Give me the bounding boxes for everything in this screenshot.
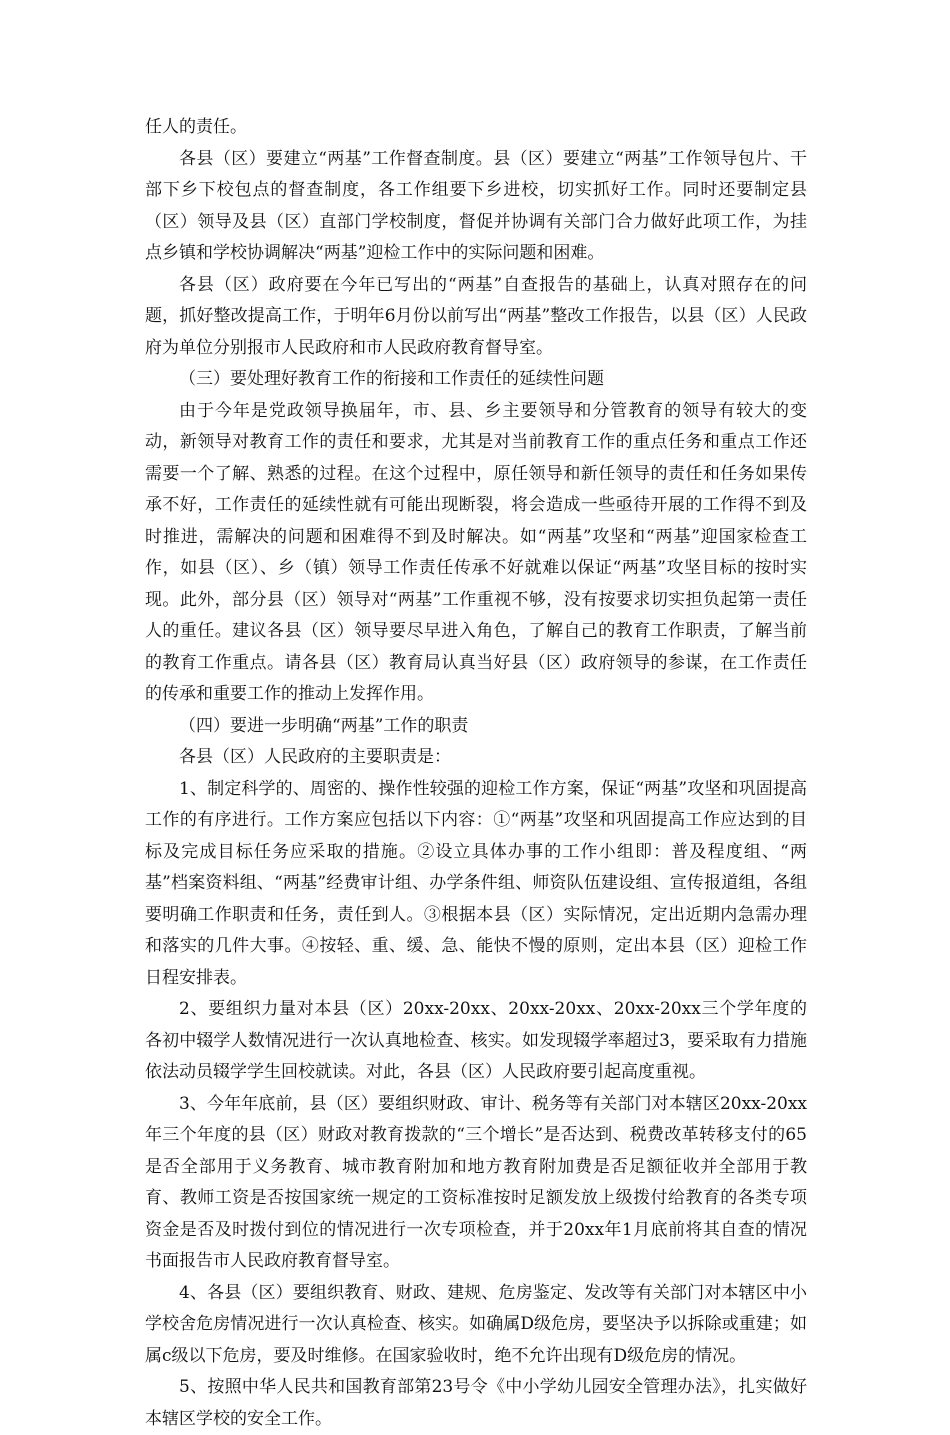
- paragraph-continuation: 任人的责任。: [145, 117, 247, 137]
- paragraph-supervision-system: 各县（区）要建立“两基”工作督查制度。县（区）要建立“两基”工作领导包片、干部下乡下校包点的督查制度，各工作组要下乡进校，切实抓好工作。同时还要制定县（区）领导及县（区）直部门学校制度，督促并协调有关部门合力做好此项工作，为挂点乡镇和学校协调解决“两基”迎检工作中的实际问题和困难。: [145, 148, 807, 263]
- list-item-duty-4: 4、各县（区）要组织教育、财政、建规、危房鉴定、发改等有关部门对本辖区中小学校舍危房情况进行一次认真检查、核实。如确属D级危房，要坚决予以拆除或重建；如属c级以下危房，要及时维修。在国家验收时，绝不允许出现有D级危房的情况。: [145, 1282, 807, 1366]
- section-heading-three: （三）要处理好教育工作的衔接和工作责任的延续性问题: [179, 369, 604, 389]
- paragraph-main-duties-intro: 各县（区）人民政府的主要职责是：: [179, 747, 451, 767]
- list-item-duty-2: 2、要组织力量对本县（区）20xx-20xx、20xx-20xx、20xx-20xx三个学年度的各初中辍学人数情况进行一次认真地检查、核实。如发现辍学率超过3，要采取有力措施依法动员辍学学生回校就读。对此，各县（区）人民政府要引起高度重视。: [145, 999, 807, 1082]
- list-item-duty-3: 3、今年年底前，县（区）要组织财政、审计、税务等有关部门对本辖区20xx-20xx年三个年度的县（区）财政对教育拨款的“三个增长”是否达到、税费改革转移支付的65是否全部用于义务教育、城市教育附加和地方教育附加费是否足额征收并全部用于教育、教师工资是否按国家统一规定的工资标准按时足额发放上级拨付给教育的各类专项资金是否及时拨付到位的情况进行一次专项检查，并于20xx年1月底前将其自查的情况书面报告市人民政府教育督导室。: [145, 1093, 807, 1271]
- list-item-duty-5: 5、按照中华人民共和国教育部第23号令《中小学幼儿园安全管理办法》，扎实做好本辖区学校的安全工作。: [145, 1377, 807, 1429]
- section-heading-four: （四）要进一步明确“两基”工作的职责: [179, 715, 469, 736]
- paragraph-leadership-transition: 由于今年是党政领导换届年，市、县、乡主要领导和分管教育的领导有较大的变动，新领导对教育工作的责任和要求，尤其是对当前教育工作的重点任务和重点工作还需要一个了解、熟悉的过程。在这个过程中，原任领导和新任领导的责任和任务如果传承不好，工作责任的延续性就有可能出现断裂，将会造成一些亟待开展的工作得不到及时推进，需解决的问题和困难得不到及时解决。如“两基”攻坚和“两基”迎国家检查工作，如县（区）、乡（镇）领导工作责任传承不好就难以保证“两基”攻坚目标的按时实现。此外，部分县（区）领导对“两基”工作重视不够，没有按要求切实担负起第一责任人的重任。建议各县（区）领导要尽早进入角色，了解自己的教育工作职责，了解当前的教育工作重点。请各县（区）教育局认真当好县（区）政府领导的参谋，在工作责任的传承和重要工作的推动上发挥作用。: [145, 400, 807, 704]
- document-body: [145, 112, 807, 1435]
- paragraph-self-inspection-report: 各县（区）政府要在今年已写出的“两基”自查报告的基础上，认真对照存在的问题，抓好整改提高工作，于明年6月份以前写出“两基”整改工作报告，以县（区）人民政府为单位分别报市人民政府和市人民政府教育督导室。: [145, 274, 807, 358]
- list-item-duty-1: 1、制定科学的、周密的、操作性较强的迎检工作方案，保证“两基”攻坚和巩固提高工作的有序进行。工作方案应包括以下内容：①“两基”攻坚和巩固提高工作应达到的目标及完成目标任务应采取的措施。②设立具体办事的工作小组即：普及程度组、“两基”档案资料组、“两基”经费审计组、办学条件组、师资队伍建设组、宣传报道组，各组要明确工作职责和任务，责任到人。③根据本县（区）实际情况，定出近期内急需办理和落实的几件大事。④按轻、重、缓、急、能快不慢的原则，定出本县（区）迎检工作日程安排表。: [145, 778, 807, 988]
